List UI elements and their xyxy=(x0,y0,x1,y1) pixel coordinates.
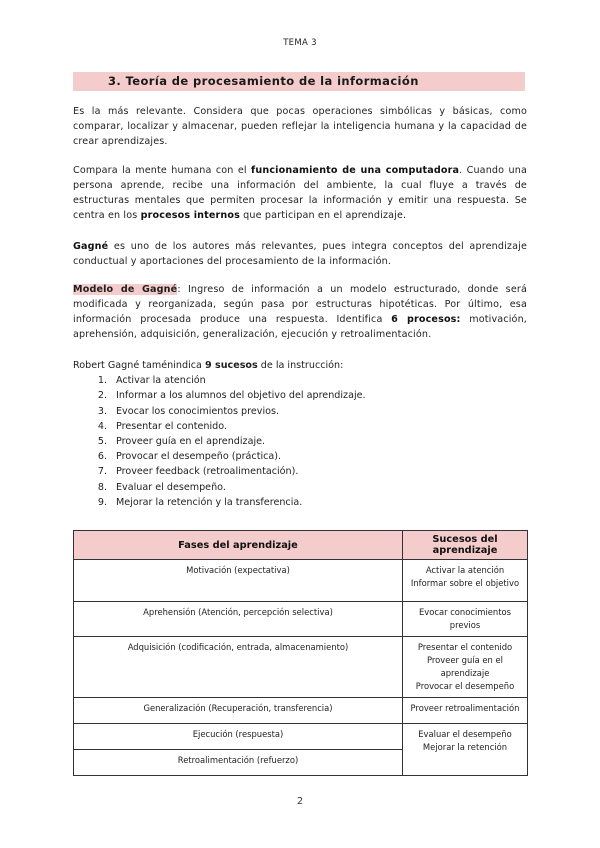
event-line: Proveer retroalimentación xyxy=(410,703,520,713)
text: es uno de los autores más relevantes, pues integra conceptos del aprendizaje conductual y aportaciones del procesamiento de la información. xyxy=(73,241,527,267)
phase-cell: Aprehensión (Atención, percepción selectiva) xyxy=(74,602,403,637)
list-number: 2. xyxy=(97,390,107,402)
list-item xyxy=(97,373,366,388)
table-row xyxy=(74,637,528,698)
bold-term-computer: funcionamiento de una computadora xyxy=(251,165,460,176)
text: : Ingreso de información a un modelo estructurado, donde será modificada y reorganizada, según pasa por estructuras hipotéticas. Por último, esa información procesada produce una respuesta. Identifica xyxy=(73,284,528,325)
text: Compara la mente humana con el xyxy=(73,165,252,176)
table-header-row xyxy=(74,531,528,560)
event-line: Evaluar el desempeño xyxy=(418,729,512,739)
events-cell xyxy=(403,637,528,698)
section-title: 3. Teoría de procesamiento de la información xyxy=(108,74,419,88)
events-cell xyxy=(403,698,528,724)
table-row xyxy=(74,560,528,602)
list-number: 3. xyxy=(97,405,107,417)
phase-cell: Ejecución (respuesta) xyxy=(74,724,403,750)
event-line: Provocar el desempeño xyxy=(415,681,515,691)
list-number: 5. xyxy=(97,436,107,448)
events-lead xyxy=(73,358,366,373)
event-line: Presentar el contenido xyxy=(417,642,513,652)
paragraph-intro: Es la más relevante. Considera que pocas operaciones simbólicas y básicas, como comparar, localizar y almacenar, pueden reflejar la inteligencia humana y la capacidad de crear aprendizajes. xyxy=(73,106,527,147)
list-text: Provocar el desempeño (práctica). xyxy=(116,451,282,463)
list-text: Proveer feedback (retroalimentación). xyxy=(116,466,299,478)
list-item xyxy=(97,434,366,449)
list-number: 9. xyxy=(97,496,107,508)
bold-term-internal-processes: procesos internos xyxy=(140,210,240,221)
text: Robert Gagné taménindica xyxy=(73,360,205,371)
table-row xyxy=(74,602,528,637)
list-item xyxy=(97,495,366,510)
list-number: 4. xyxy=(97,420,107,432)
text: motivación, aprehensión, adquisición, generalización, ejecución y retroalimentación. xyxy=(73,314,527,340)
page-number: 2 xyxy=(296,796,304,807)
highlighted-term-modelo-gagne: Modelo de Gagné xyxy=(73,284,178,295)
text: de la instrucción: xyxy=(257,360,344,371)
page-header-topic: TEMA 3 xyxy=(283,38,317,48)
paragraph-gagne xyxy=(73,239,527,269)
event-line: Activar la atención xyxy=(425,565,505,575)
column-header-phases: Fases del aprendizaje xyxy=(74,531,403,560)
phase-cell: Retroalimentación (refuerzo) xyxy=(74,750,403,776)
list-item xyxy=(97,449,366,464)
list-number: 8. xyxy=(97,481,107,493)
events-cell xyxy=(403,560,528,602)
list-item xyxy=(97,464,366,479)
list-number: 7. xyxy=(97,466,107,478)
bold-term-nine-events: 9 sucesos xyxy=(204,360,258,371)
bold-term-six-processes: 6 procesos: xyxy=(391,314,461,325)
bold-term-gagne: Gagné xyxy=(73,241,109,252)
list-item xyxy=(97,388,366,403)
events-cell xyxy=(403,724,528,776)
list-item xyxy=(97,404,366,419)
event-line: Informar sobre el objetivo xyxy=(410,578,520,588)
instruction-events-section xyxy=(73,358,366,510)
table-row xyxy=(74,724,528,750)
list-text: Evocar los conocimientos previos. xyxy=(116,405,280,417)
phases-events-table xyxy=(73,530,528,776)
list-text: Proveer guía en el aprendizaje. xyxy=(116,436,266,448)
column-header-events: Sucesos del aprendizaje xyxy=(403,531,528,560)
list-number: 1. xyxy=(97,375,107,387)
text: que participan en el aprendizaje. xyxy=(239,210,407,221)
list-text: Mejorar la retención y la transferencia. xyxy=(116,496,303,508)
event-line: Mejorar la retención xyxy=(422,742,508,752)
list-item xyxy=(97,419,366,434)
phase-cell: Generalización (Recuperación, transferencia) xyxy=(74,698,403,724)
phase-cell: Motivación (expectativa) xyxy=(74,560,403,602)
list-text: Presentar el contenido. xyxy=(116,420,227,432)
phase-cell: Adquisición (codificación, entrada, almacenamiento) xyxy=(74,637,403,698)
paragraph-computer-analogy xyxy=(73,163,527,223)
section-heading-band xyxy=(73,72,525,91)
events-list xyxy=(73,373,366,510)
event-line: Evocar conocimientos previos xyxy=(418,607,512,630)
list-item xyxy=(97,480,366,495)
list-number: 6. xyxy=(97,451,107,463)
events-cell xyxy=(403,602,528,637)
list-text: Evaluar el desempeño. xyxy=(116,481,226,493)
list-text: Informar a los alumnos del objetivo del aprendizaje. xyxy=(116,390,366,402)
table-row xyxy=(74,698,528,724)
list-text: Activar la atención xyxy=(116,375,206,387)
text: . Cuando una persona aprende, recibe una información del ambiente, la cual fluye a través de estructuras mentales que permiten procesar la información y emitir una respuesta. Se centra en los xyxy=(73,165,528,221)
event-line: Proveer guía en el aprendizaje xyxy=(426,655,503,678)
paragraph-gagne-model xyxy=(73,282,527,342)
